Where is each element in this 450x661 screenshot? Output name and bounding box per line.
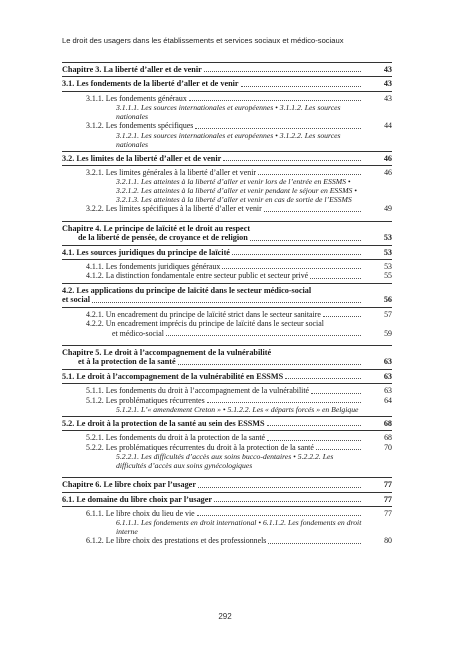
toc-page: 70 xyxy=(384,442,392,452)
toc-title: 3.1. Les fondements de la liberté d’aller et de venir xyxy=(62,79,239,89)
toc-subentries: 3.1.1.1. Les sources internationales et européennes • 3.1.1.2. Les sources nationales xyxy=(116,103,341,122)
toc-subentries: 5.1.2.1. L’« amendement Creton » • 5.1.2.2. Les « départs forcés » en Belgique xyxy=(116,404,359,414)
toc-chapter-3[interactable] xyxy=(62,65,392,74)
toc-page: 63 xyxy=(383,357,392,367)
toc-subsection-5-2-1[interactable] xyxy=(62,433,392,442)
toc-title-cont: et médico-social xyxy=(112,328,164,338)
leader-dots xyxy=(214,501,361,502)
toc-title: 6.1.1. Le libre choix du lieu de vie xyxy=(86,508,195,518)
running-header: Le droit des usagers dans les établissements et services sociaux et médico-sociaux xyxy=(62,36,344,45)
divider xyxy=(62,221,392,222)
leader-dots xyxy=(197,515,361,516)
divider xyxy=(62,430,392,431)
toc-page: 44 xyxy=(384,121,392,131)
toc-subsection-4-2-1[interactable] xyxy=(62,310,392,319)
toc-chapter-6[interactable] xyxy=(62,480,392,489)
leader-dots xyxy=(323,316,361,317)
toc-title-cont: de la liberté de pensée, de croyance et de religion xyxy=(78,233,248,243)
table-of-contents xyxy=(62,60,392,546)
toc-section-4-2[interactable] xyxy=(62,286,392,305)
toc-title: 5.2.2. Les problématiques récurrentes du droit à la protection de la santé xyxy=(86,442,314,452)
toc-section-5-1[interactable] xyxy=(62,372,392,381)
toc-chapter-4[interactable] xyxy=(62,224,392,243)
toc-page: 68 xyxy=(383,418,392,428)
toc-title: 3.2.2. Les limites spécifiques à la liberté d’aller et venir xyxy=(86,204,262,214)
leader-dots xyxy=(222,268,361,269)
divider xyxy=(62,492,392,493)
toc-title: 5.2.1. Les fondements du droit à la protection de la santé xyxy=(86,433,266,443)
toc-title: 4.1. Les sources juridiques du principe de laïcité xyxy=(62,247,230,257)
divider xyxy=(62,383,392,384)
toc-page: 49 xyxy=(384,204,392,214)
divider xyxy=(62,506,392,507)
toc-page: 63 xyxy=(383,371,392,381)
leader-dots xyxy=(241,86,361,87)
toc-title-cont: et à la protection de la santé xyxy=(78,357,176,367)
toc-page: 46 xyxy=(383,153,392,163)
page-number: 292 xyxy=(218,612,232,621)
leader-dots xyxy=(310,278,361,279)
toc-subsection-3-2-1[interactable] xyxy=(62,168,392,177)
toc-title: 6.1.2. Le libre choix des prestations et des professionnels xyxy=(86,536,267,546)
toc-page: 53 xyxy=(383,247,392,257)
toc-chapter-5[interactable] xyxy=(62,348,392,367)
toc-subsection-5-2-2[interactable] xyxy=(62,443,392,452)
divider xyxy=(62,345,392,346)
toc-section-3-2[interactable] xyxy=(62,154,392,163)
toc-page: 53 xyxy=(384,262,392,272)
leader-dots xyxy=(250,240,361,241)
toc-section-4-1[interactable] xyxy=(62,248,392,257)
toc-page: 80 xyxy=(384,536,392,546)
toc-page: 68 xyxy=(384,433,392,443)
leader-dots xyxy=(232,254,361,255)
toc-section-5-2[interactable] xyxy=(62,419,392,428)
toc-subentries: 6.1.1.1. Les fondements en droit international • 6.1.1.2. Les fondements en droit interne xyxy=(116,518,362,537)
leader-dots xyxy=(264,211,361,212)
toc-subsection-6-1-1[interactable] xyxy=(62,509,392,518)
toc-subsection-5-1-1[interactable] xyxy=(62,386,392,395)
toc-title: 5.1.1. Les fondements du droit à l’accompagnement de la vulnérabilité xyxy=(86,386,310,396)
leader-dots xyxy=(207,402,361,403)
toc-section-6-1[interactable] xyxy=(62,495,392,504)
toc-title: 3.1.1. Les fondements généraux xyxy=(86,93,187,103)
toc-page: 55 xyxy=(384,271,392,281)
leader-dots xyxy=(267,425,361,426)
leader-dots xyxy=(258,174,361,175)
toc-title: Chapitre 6. Le libre choix par l’usager xyxy=(62,480,196,490)
toc-page: 64 xyxy=(384,395,392,405)
leader-dots xyxy=(178,364,361,365)
toc-subsection-3-1-2[interactable] xyxy=(62,121,392,130)
leader-dots xyxy=(198,487,361,488)
divider xyxy=(62,76,392,77)
divider xyxy=(62,62,392,63)
toc-page: 77 xyxy=(383,480,392,490)
toc-page: 46 xyxy=(384,168,392,178)
toc-page: 57 xyxy=(384,309,392,319)
toc-subsection-3-1-1[interactable] xyxy=(62,94,392,103)
toc-subsection-3-2-2[interactable] xyxy=(62,204,392,213)
divider xyxy=(62,151,392,152)
leader-dots xyxy=(316,449,361,450)
toc-page: 77 xyxy=(384,508,392,518)
toc-subsection-5-1-2[interactable] xyxy=(62,396,392,405)
toc-title-cont: et social xyxy=(62,295,90,305)
leader-dots xyxy=(223,160,361,161)
toc-page: 56 xyxy=(383,295,392,305)
divider xyxy=(62,307,392,308)
toc-subsection-6-1-2[interactable] xyxy=(62,536,392,545)
toc-title: 4.1.2. La distinction fondamentale entre secteur public et secteur privé xyxy=(86,271,309,281)
leader-dots xyxy=(311,393,361,394)
divider xyxy=(62,369,392,370)
divider xyxy=(62,283,392,284)
toc-section-3-1[interactable] xyxy=(62,79,392,88)
toc-title: 4.1.1. Les fondements juridiques généraux xyxy=(86,262,221,272)
toc-title: 5.1.2. Les problématiques récurrentes xyxy=(86,395,205,405)
toc-subsection-4-2-2[interactable] xyxy=(62,319,392,338)
toc-subsection-4-1-1[interactable] xyxy=(62,262,392,271)
leader-dots xyxy=(189,100,361,101)
leader-dots xyxy=(285,378,361,379)
leader-dots xyxy=(268,543,361,544)
leader-dots xyxy=(195,128,361,129)
toc-title: 5.1. Le droit à l’accompagnement de la vulnérabilité en ESSMS xyxy=(62,371,284,381)
toc-subsection-4-1-2[interactable] xyxy=(62,271,392,280)
toc-title: 4.2.1. Un encadrement du principe de laïcité strict dans le secteur sanitaire xyxy=(86,309,321,319)
toc-title: 4.2. Les applications du principe de laïcité dans le secteur médico-social xyxy=(62,285,312,295)
toc-title: 4.2.2. Un encadrement imprécis du principe de laïcité dans le secteur social xyxy=(86,319,324,329)
toc-page: 77 xyxy=(383,494,392,504)
toc-title: 5.2. Le droit à la protection de la santé au sein des ESSMS xyxy=(62,418,265,428)
divider xyxy=(62,416,392,417)
leader-dots xyxy=(204,71,361,72)
divider xyxy=(62,245,392,246)
toc-page: 43 xyxy=(383,65,392,74)
toc-page: 43 xyxy=(384,93,392,103)
toc-page: 59 xyxy=(384,328,392,338)
toc-title: 3.2.1. Les limites générales à la liberté d’aller et venir xyxy=(86,168,257,178)
toc-title: Chapitre 5. Le droit à l’accompagnement de la vulnérabilité xyxy=(62,347,272,357)
divider xyxy=(62,165,392,166)
toc-title: 3.2. Les limites de la liberté d’aller et de venir xyxy=(62,153,222,163)
toc-subentries: 5.2.2.1. Les difficultés d’accès aux soins bucco-dentaires • 5.2.2.2. Les difficultés d’accès aux soins gynécologiques xyxy=(116,452,334,471)
divider xyxy=(62,477,392,478)
toc-title: 3.1.2. Les fondements spécifiques xyxy=(86,121,194,131)
divider xyxy=(62,91,392,92)
toc-title: Chapitre 4. Le principe de laïcité et le droit au respect xyxy=(62,223,251,233)
toc-page: 53 xyxy=(383,233,392,243)
divider xyxy=(62,259,392,260)
toc-title: Chapitre 3. La liberté d’aller et de venir xyxy=(62,65,202,74)
leader-dots xyxy=(166,335,361,336)
toc-title: 6.1. Le domaine du libre choix par l’usager xyxy=(62,494,213,504)
toc-page: 63 xyxy=(384,386,392,396)
toc-page: 43 xyxy=(383,79,392,89)
leader-dots xyxy=(267,440,361,441)
leader-dots xyxy=(92,302,361,303)
toc-subentries: 3.1.2.1. Les sources internationales et européennes • 3.1.2.2. Les sources nationales xyxy=(116,130,341,149)
toc-subentries: 3.2.1.1. Les atteintes à la liberté d’aller et venir lors de l’entrée en ESSMS • 3.2.1.2. Les atteintes à la liberté d’aller et venir pendant le séjour en ESSMS • 3.2.1.3. Les atteintes à la liberté d’aller et venir en cas de sortie de l’ESSMS xyxy=(116,177,357,205)
